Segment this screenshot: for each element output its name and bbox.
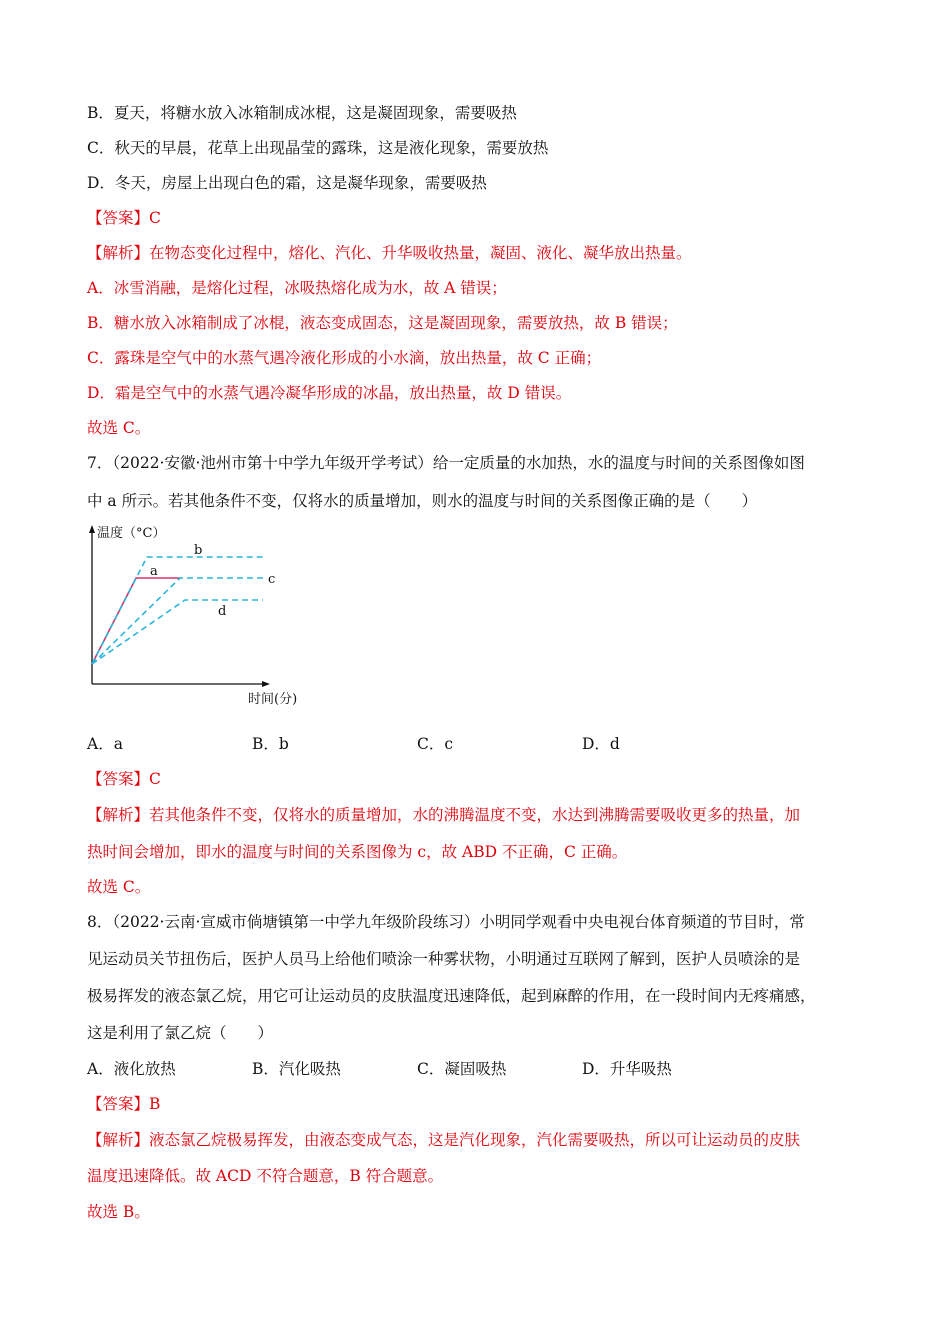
q7-analysis-line1: 【解析】若其他条件不变，仅将水的质量增加，水的沸腾温度不变，水达到沸腾需要吸收更多的热量，加 (87, 806, 801, 824)
q6-analysis-c: C．露珠是空气中的水蒸气遇冷液化形成的小水滴，放出热量，故 C 正确； (87, 349, 602, 367)
q8-conclusion: 故选 B。 (87, 1203, 150, 1221)
q6-analysis-intro: 【解析】在物态变化过程中，熔化、汽化、升华吸收热量，凝固、液化、凝华放出热量。 (87, 244, 692, 262)
q8-analysis-line1: 【解析】液态氯乙烷极易挥发，由液态变成气态，这是汽化现象，汽化需要吸热，所以可让运动员的皮肤 (87, 1131, 801, 1149)
x-axis-arrow (262, 681, 270, 687)
q6-option-d: D．冬天，房屋上出现白色的霜，这是凝华现象，需要吸热 (87, 174, 487, 192)
q7-stem-line2: 中 a 所示。若其他条件不变，仅将水的质量增加，则水的温度与时间的关系图像正确的是（ ） (87, 492, 758, 510)
q7-option-a: A．a (87, 735, 123, 753)
q6-analysis-a: A．冰雪消融，是熔化过程，冰吸热熔化成为水，故 A 错误； (87, 279, 507, 297)
q7-answer: 【答案】C (87, 770, 161, 788)
q6-analysis-b: B．糖水放入冰箱制成了冰棍，液态变成固态，这是凝固现象，需要放热，故 B 错误； (87, 314, 678, 332)
q6-conclusion: 故选 C。 (87, 419, 151, 437)
q8-stem-line3: 极易挥发的液态氯乙烷，用它可让运动员的皮肤温度迅速降低，起到麻醉的作用，在一段时间内无疼痛感， (87, 987, 816, 1005)
q7-option-c: C．c (417, 735, 454, 753)
q8-answer: 【答案】B (87, 1095, 161, 1113)
y-axis-arrow (89, 525, 95, 533)
q6-option-c: C．秋天的早晨，花草上出现晶莹的露珠，这是液化现象，需要放热 (87, 139, 549, 157)
temperature-time-graph (80, 515, 320, 715)
q8-option-c: C．凝固吸热 (417, 1060, 507, 1078)
q7-stem-line1: 7．（2022·安徽·池州市第十中学九年级开学考试）给一定质量的水加热，水的温度与时间的关系图像如图 (87, 454, 805, 472)
q7-analysis-line2: 热时间会增加，即水的温度与时间的关系图像为 c，故 ABD 不正确，C 正确。 (87, 843, 628, 861)
q8-stem-line1: 8．（2022·云南·宣威市倘塘镇第一中学九年级阶段练习）小明同学观看中央电视台体育频道的节目时，常 (87, 913, 805, 931)
q8-analysis-line2: 温度迅速降低。故 ACD 不符合题意，B 符合题意。 (87, 1167, 444, 1185)
q7-option-b: B．b (252, 735, 289, 753)
line-b (92, 557, 263, 664)
label-b: b (194, 543, 203, 558)
q6-answer: 【答案】C (87, 209, 161, 227)
q8-stem-line2: 见运动员关节扭伤后，医护人员马上给他们喷涂一种雾状物，小明通过互联网了解到，医护人员喷涂的是 (87, 950, 801, 968)
q8-stem-line4: 这是利用了氯乙烷（ ） (87, 1024, 274, 1042)
line-c (92, 578, 263, 664)
q8-option-b: B．汽化吸热 (252, 1060, 341, 1078)
q6-analysis-d: D．霜是空气中的水蒸气遇冷凝华形成的冰晶，放出热量，故 D 错误。 (87, 384, 572, 402)
q7-option-d: D．d (582, 735, 620, 753)
x-axis-label: 时间(分) (248, 692, 298, 707)
y-axis-label: 温度（°C） (97, 526, 166, 541)
label-d: d (218, 604, 227, 619)
label-c: c (268, 572, 276, 587)
q6-option-b: B．夏天，将糖水放入冰箱制成冰棍，这是凝固现象，需要吸热 (87, 104, 517, 122)
q8-option-d: D．升华吸热 (582, 1060, 672, 1078)
q7-conclusion: 故选 C。 (87, 878, 151, 896)
label-a: a (150, 564, 158, 579)
q8-option-a: A．液化放热 (87, 1060, 176, 1078)
line-d (92, 600, 263, 664)
